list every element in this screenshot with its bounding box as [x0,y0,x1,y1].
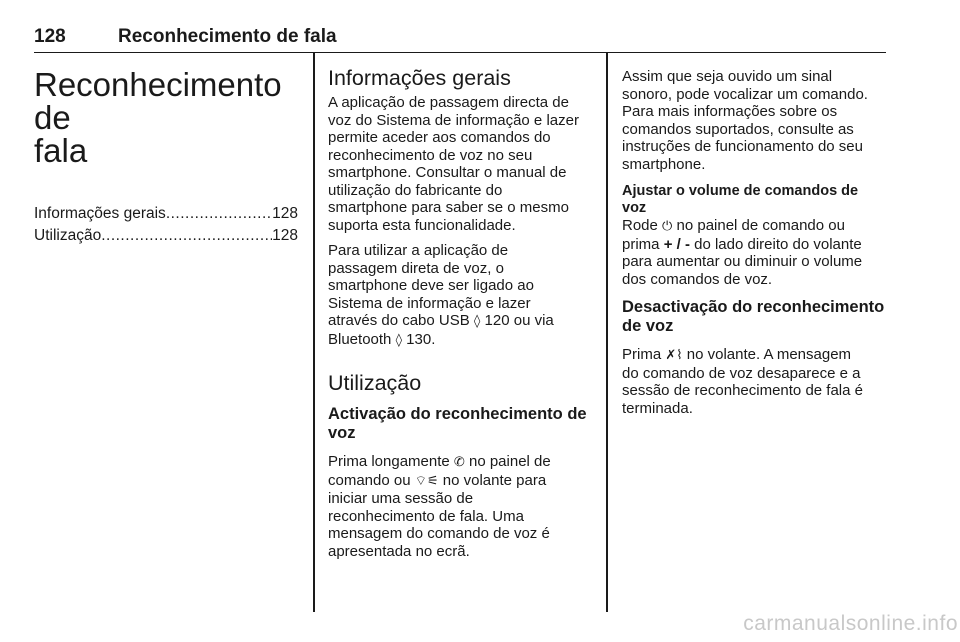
deactivation-paragraph: Prima ✗⌇ no volante. A mensagem do comando de voz desaparece e a sessão de reconhecimento de fala é terminada. [622,346,863,417]
column-divider [606,52,608,612]
toc-entry-utilizacao[interactable]: Utilização ..... 128 [34,225,298,247]
phone-icon: ✆ [453,455,465,470]
table-of-contents [34,203,298,247]
usage-continued-column [622,66,888,417]
power-knob-icon: ⏻ [662,219,673,234]
general-info-column [328,66,592,560]
section-heading-general-info: Informações gerais [328,66,511,90]
toc-leader [166,203,272,225]
volume-keys-label: + / - [663,235,690,253]
running-title: Reconhecimento de fala [118,26,337,47]
page-reference-icon: ◊ [473,314,481,329]
page-number: 128 [34,26,66,47]
watermark: carmanualsonline.info [743,612,958,635]
general-info-paragraph-1: A aplicação de passagem directa de voz do Sistema de informação e lazer permite aceder aos comandos do reconhecimento de voz no seu smartphone. Consultar o manual de utilização do fabricante do smartphone para saber se o mesmo suporta esta funcionalidade. [328,94,579,234]
running-header [34,26,886,53]
volume-paragraph: Rode ⏻ no painel de comando ou prima + / - do lado direito do volante para aumentar ou diminuir o volume dos comandos de voz. [622,217,863,288]
chapter-column [34,66,298,247]
subheading-deactivation: Desactivação do reconhecimento de voz [622,298,885,335]
subheading-activation: Activação do reconhecimento de voz [328,405,587,442]
general-info-paragraph-2: Para utilizar a aplicação de passagem direta de voz, o smartphone deve ser ligado ao Sistema de informação e lazer através do cabo USB ◊ 120 ou via Bluetooth ◊ 130. [328,242,554,348]
column-divider [313,52,315,612]
subheading-volume: Ajustar o volume de comandos de voz [622,183,859,216]
voice-control-icon: ⌔⚟ [414,473,439,489]
cross-reference-link[interactable]: 120 ou via [484,312,554,329]
signal-paragraph: Assim que seja ouvido um sinal sonoro, pode vocalizar um comando. Para mais informações sobre os comandos suportados, consulte as instruções de funcionamento do seu smartphone. [622,68,868,173]
toc-leader [101,225,272,247]
toc-entry-informacoes-gerais[interactable]: Informações gerais ..... 128 [34,203,298,225]
chapter-title: Reconhecimento de fala [34,66,282,169]
page-reference-icon: ◊ [395,332,402,348]
end-call-mute-icon: ✗⌇ [665,348,683,363]
activation-paragraph: Prima longamente ✆ no painel de comando ou ⌔⚟ no volante para iniciar uma sessão de reconhecimento de fala. Uma mensagem do comando de voz é apresentada no ecrã. [328,453,551,560]
section-heading-usage: Utilização [328,371,422,395]
cross-reference-link[interactable]: 130. [406,330,436,348]
